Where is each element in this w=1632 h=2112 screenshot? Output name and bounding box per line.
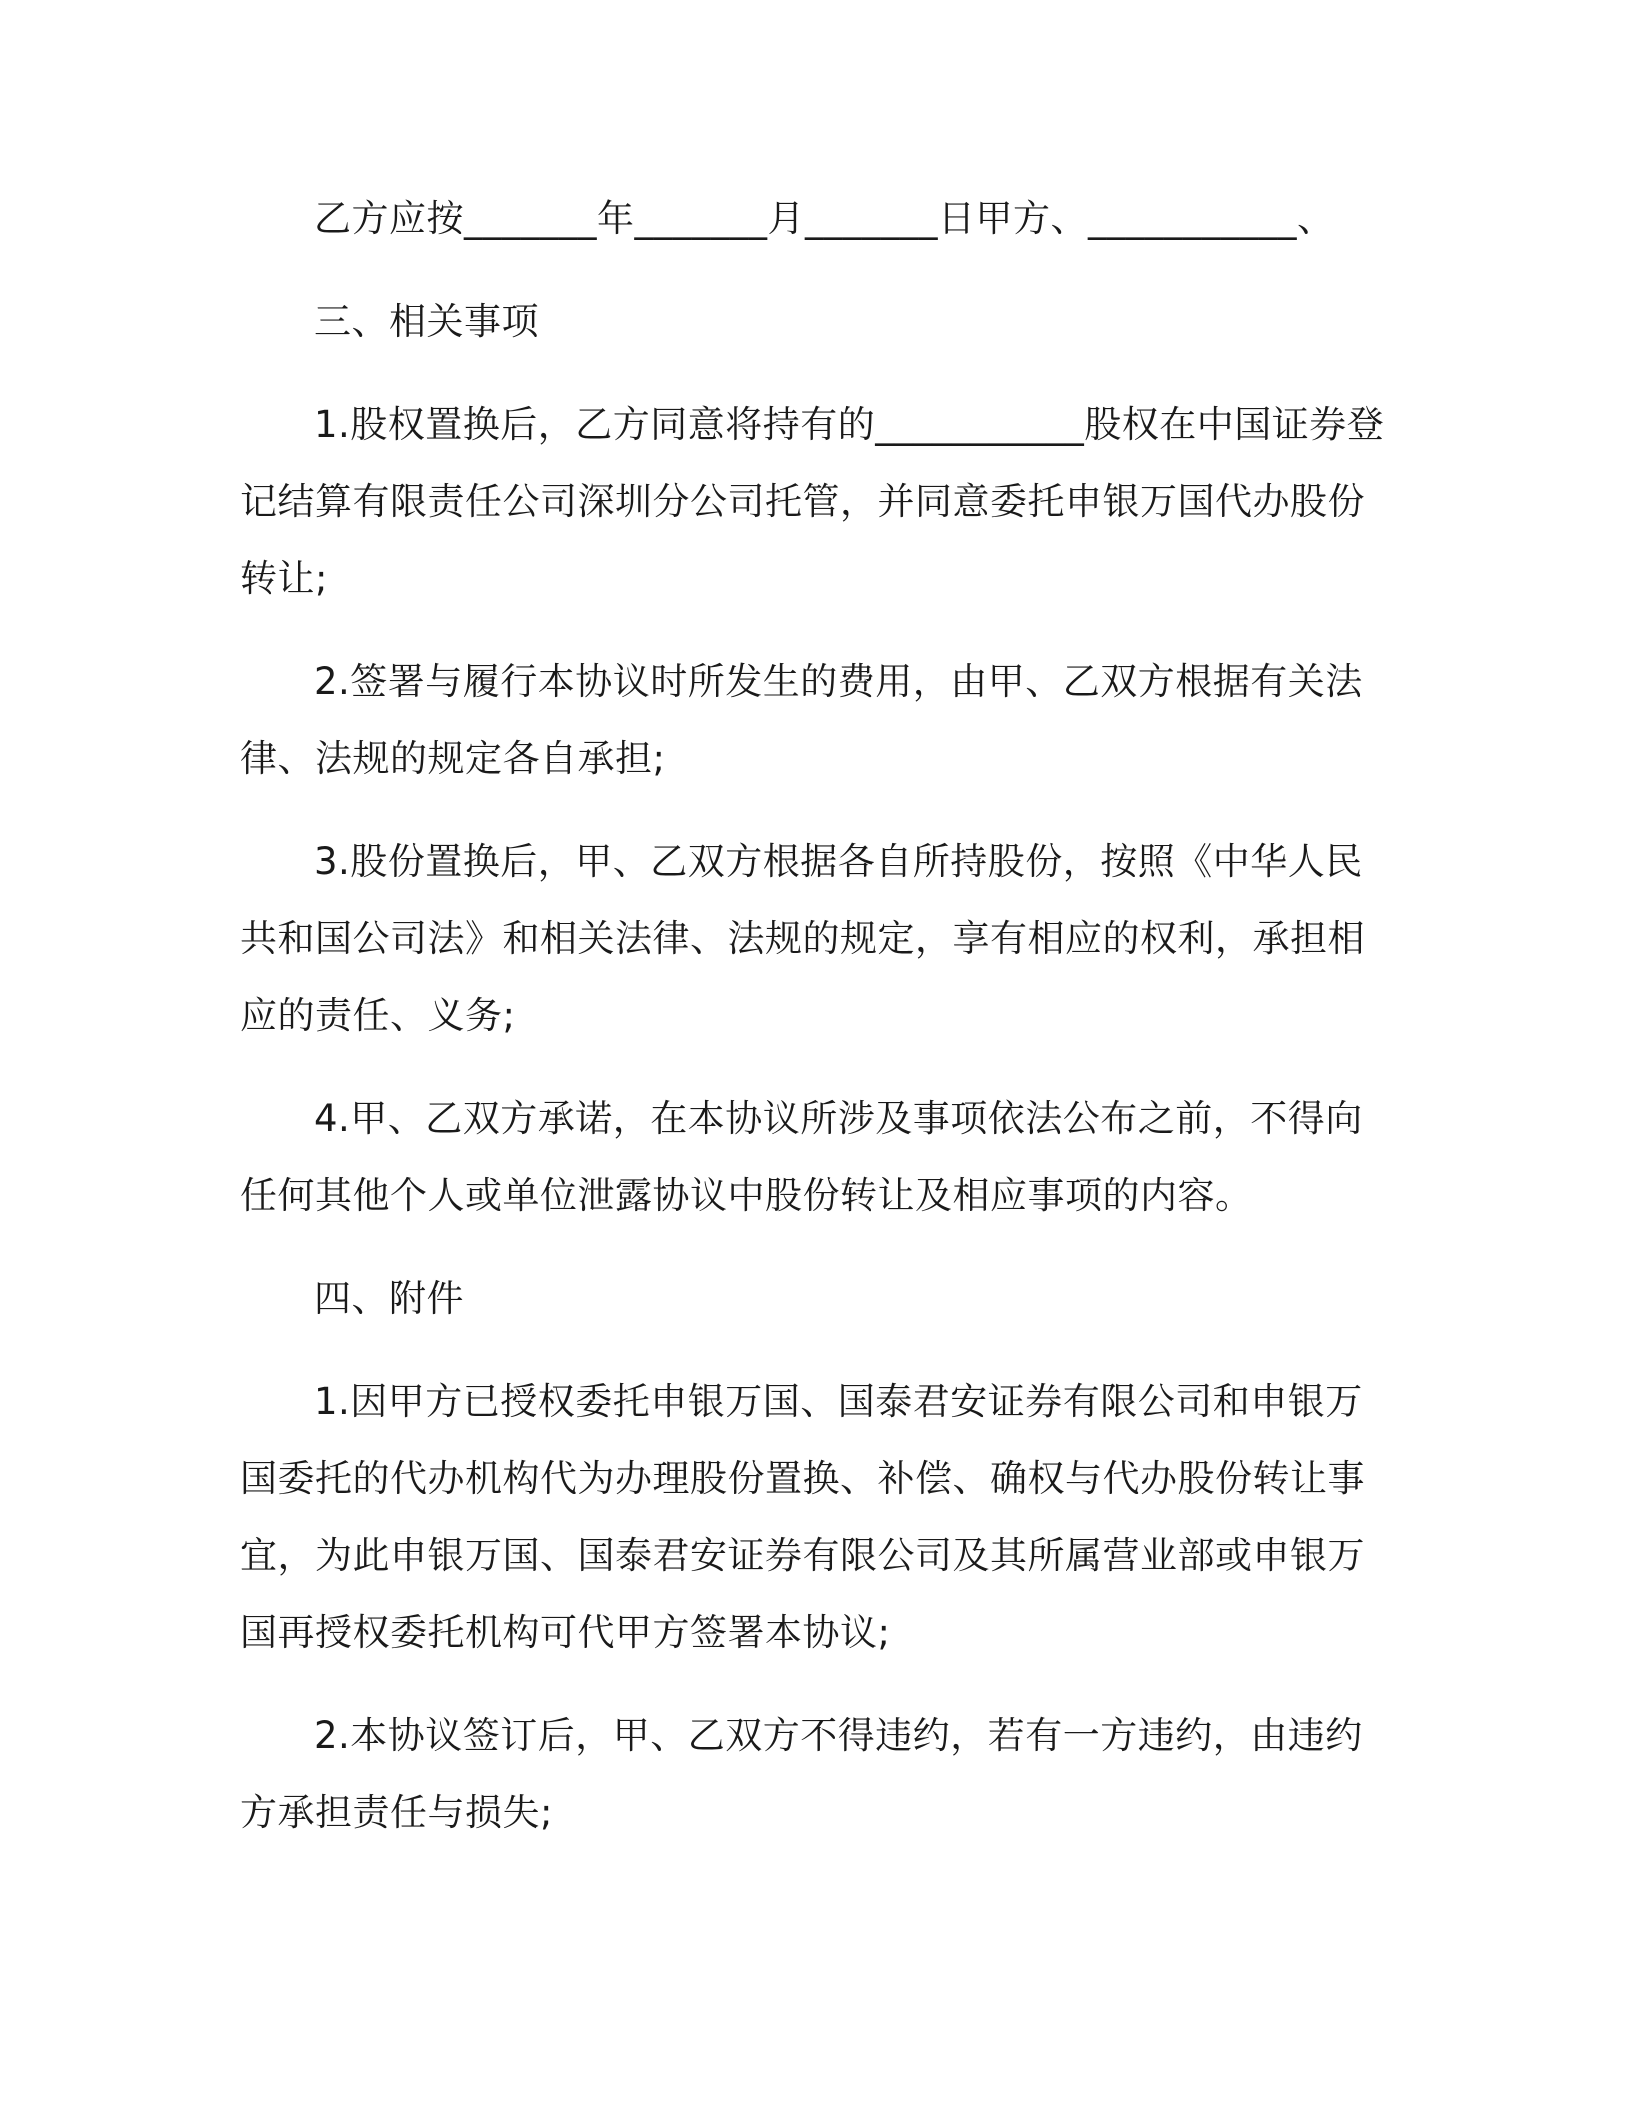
paragraph-item-1-custody: 1.股权置换后，乙方同意将持有的___________股权在中国证券登记结算有限责任公司深圳分公司托管，并同意委托申银万国代办股份转让; — [240, 403, 1385, 600]
paragraph-item-4-confidentiality: 4.甲、乙双方承诺，在本协议所涉及事项依法公布之前，不得向任何其他个人或单位泄露协议中股份转让及相应事项的内容。 — [240, 1097, 1363, 1217]
paragraph-attachment-2-breach: 2.本协议签订后，甲、乙双方不得违约，若有一方违约，由违约方承担责任与损失; — [240, 1714, 1363, 1834]
paragraph-date-clause: 乙方应按_______年_______月_______日甲方、___________、 — [314, 197, 1335, 240]
paragraph-item-3-rights: 3.股份置换后，甲、乙双方根据各自所持股份，按照《中华人民共和国公司法》和相关法律、法规的规定，享有相应的权利，承担相应的责任、义务; — [240, 840, 1365, 1037]
paragraph-item-2-fees: 2.签署与履行本协议时所发生的费用，由甲、乙双方根据有关法律、法规的规定各自承担; — [240, 660, 1363, 780]
spacer — [240, 1234, 1390, 1260]
spacer — [240, 1054, 1390, 1080]
spacer — [240, 1671, 1390, 1697]
spacer — [240, 257, 1390, 283]
document-body — [240, 180, 1390, 1851]
section-heading-related-matters: 三、相关事项 — [314, 300, 539, 343]
spacer — [240, 1337, 1390, 1363]
spacer — [240, 360, 1390, 386]
spacer — [240, 797, 1390, 823]
paragraph-attachment-1-authorization: 1.因甲方已授权委托申银万国、国泰君安证券有限公司和申银万国委托的代办机构代为办理股份置换、补偿、确权与代办股份转让事宜，为此申银万国、国泰君安证券有限公司及其所属营业部或申银万国再授权委托机构可代甲方签署本协议; — [240, 1380, 1365, 1654]
spacer — [240, 617, 1390, 643]
section-heading-attachments: 四、附件 — [314, 1277, 464, 1320]
